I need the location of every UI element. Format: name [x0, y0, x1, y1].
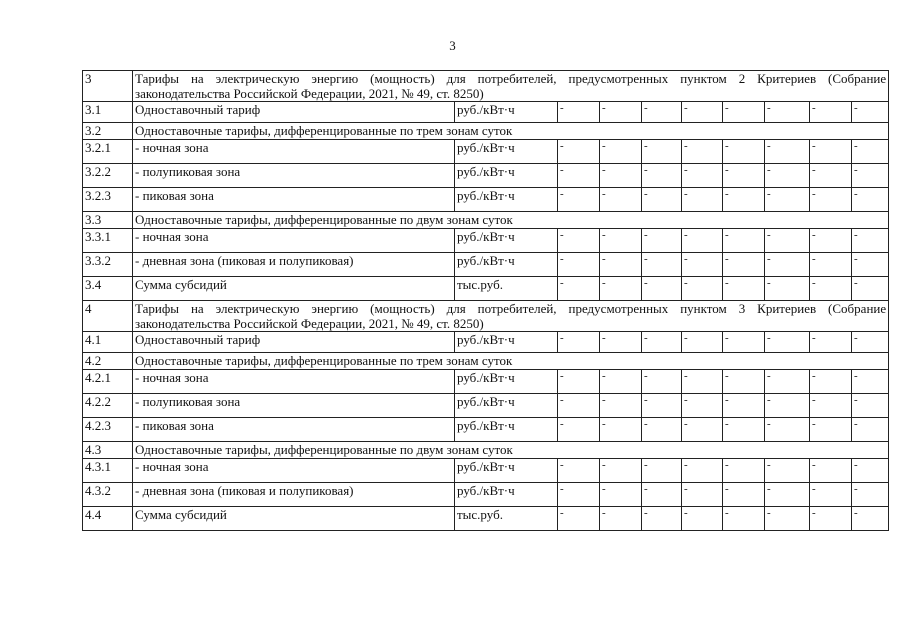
table-row [83, 483, 889, 507]
value-cell: - [600, 277, 642, 301]
value-cell: - [765, 483, 810, 507]
subsection-row [83, 442, 889, 459]
value-cell: - [810, 188, 852, 212]
indicator-name: - полупиковая зона [133, 394, 455, 418]
table-row [83, 188, 889, 212]
value-cell: - [600, 332, 642, 353]
value-cell: - [765, 102, 810, 123]
row-number: 4.2.1 [83, 370, 133, 394]
value-cell: - [723, 140, 765, 164]
table-row [83, 229, 889, 253]
value-cell: - [810, 253, 852, 277]
indicator-name: Сумма субсидий [133, 277, 455, 301]
row-number: 3 [83, 71, 133, 102]
value-cell: - [765, 332, 810, 353]
row-number: 3.2.2 [83, 164, 133, 188]
row-number: 3.4 [83, 277, 133, 301]
value-cell: - [723, 164, 765, 188]
indicator-name: - ночная зона [133, 140, 455, 164]
value-cell: - [723, 418, 765, 442]
table-row [83, 102, 889, 123]
value-cell: - [723, 459, 765, 483]
value-cell: - [852, 332, 889, 353]
value-cell: - [682, 253, 723, 277]
row-number: 3.3.1 [83, 229, 133, 253]
subsection-title: Одноставочные тарифы, дифференцированные по трем зонам суток [133, 353, 889, 370]
value-cell: - [600, 102, 642, 123]
row-number: 4.3 [83, 442, 133, 459]
value-cell: - [723, 332, 765, 353]
value-cell: - [558, 332, 600, 353]
value-cell: - [852, 277, 889, 301]
subsection-row [83, 123, 889, 140]
unit-cell: руб./кВт·ч [455, 188, 558, 212]
value-cell: - [682, 277, 723, 301]
value-cell: - [682, 332, 723, 353]
value-cell: - [810, 394, 852, 418]
value-cell: - [810, 229, 852, 253]
unit-cell: руб./кВт·ч [455, 332, 558, 353]
value-cell: - [723, 370, 765, 394]
value-cell: - [723, 253, 765, 277]
section-row [83, 301, 889, 332]
value-cell: - [642, 507, 682, 531]
unit-cell: руб./кВт·ч [455, 164, 558, 188]
value-cell: - [765, 459, 810, 483]
indicator-name: - дневная зона (пиковая и полупиковая) [133, 253, 455, 277]
value-cell: - [810, 164, 852, 188]
value-cell: - [810, 459, 852, 483]
indicator-name: Одноставочный тариф [133, 102, 455, 123]
row-number: 4.1 [83, 332, 133, 353]
unit-cell: руб./кВт·ч [455, 418, 558, 442]
unit-cell: руб./кВт·ч [455, 483, 558, 507]
value-cell: - [852, 140, 889, 164]
value-cell: - [600, 459, 642, 483]
value-cell: - [558, 164, 600, 188]
value-cell: - [765, 140, 810, 164]
value-cell: - [682, 102, 723, 123]
unit-cell: руб./кВт·ч [455, 370, 558, 394]
section-title: Тарифы на электрическую энергию (мощность) для потребителей, предусмотренных пунктом 2 Критериев (Собрание законодательства Российской Федерации, 2021, № 49, ст. 8250) [133, 71, 889, 102]
value-cell: - [600, 188, 642, 212]
table-row [83, 164, 889, 188]
value-cell: - [558, 370, 600, 394]
value-cell: - [765, 277, 810, 301]
value-cell: - [600, 483, 642, 507]
section-title: Тарифы на электрическую энергию (мощность) для потребителей, предусмотренных пунктом 3 Критериев (Собрание законодательства Российской Федерации, 2021, № 49, ст. 8250) [133, 301, 889, 332]
value-cell: - [765, 370, 810, 394]
unit-cell: руб./кВт·ч [455, 102, 558, 123]
row-number: 4.3.1 [83, 459, 133, 483]
value-cell: - [600, 164, 642, 188]
table-row [83, 253, 889, 277]
value-cell: - [558, 459, 600, 483]
value-cell: - [642, 102, 682, 123]
value-cell: - [558, 277, 600, 301]
row-number: 3.3 [83, 212, 133, 229]
value-cell: - [642, 332, 682, 353]
subsection-row [83, 353, 889, 370]
value-cell: - [558, 418, 600, 442]
value-cell: - [682, 483, 723, 507]
table-row [83, 277, 889, 301]
value-cell: - [852, 253, 889, 277]
value-cell: - [642, 370, 682, 394]
value-cell: - [852, 229, 889, 253]
value-cell: - [765, 253, 810, 277]
unit-cell: тыс.руб. [455, 277, 558, 301]
value-cell: - [723, 394, 765, 418]
row-number: 4.2.3 [83, 418, 133, 442]
subsection-title: Одноставочные тарифы, дифференцированные по двум зонам суток [133, 442, 889, 459]
value-cell: - [558, 483, 600, 507]
value-cell: - [642, 164, 682, 188]
row-number: 3.2.1 [83, 140, 133, 164]
value-cell: - [765, 229, 810, 253]
unit-cell: руб./кВт·ч [455, 394, 558, 418]
value-cell: - [810, 507, 852, 531]
value-cell: - [558, 253, 600, 277]
value-cell: - [682, 140, 723, 164]
value-cell: - [723, 188, 765, 212]
value-cell: - [600, 253, 642, 277]
row-number: 4.3.2 [83, 483, 133, 507]
value-cell: - [723, 102, 765, 123]
value-cell: - [600, 507, 642, 531]
value-cell: - [600, 140, 642, 164]
value-cell: - [558, 394, 600, 418]
unit-cell: руб./кВт·ч [455, 253, 558, 277]
value-cell: - [723, 277, 765, 301]
tariff-table [82, 70, 889, 531]
value-cell: - [765, 394, 810, 418]
subsection-title: Одноставочные тарифы, дифференцированные по трем зонам суток [133, 123, 889, 140]
value-cell: - [723, 483, 765, 507]
unit-cell: руб./кВт·ч [455, 229, 558, 253]
indicator-name: - пиковая зона [133, 188, 455, 212]
indicator-name: - пиковая зона [133, 418, 455, 442]
value-cell: - [810, 277, 852, 301]
value-cell: - [852, 370, 889, 394]
value-cell: - [765, 507, 810, 531]
value-cell: - [852, 394, 889, 418]
value-cell: - [810, 102, 852, 123]
value-cell: - [852, 418, 889, 442]
row-number: 3.3.2 [83, 253, 133, 277]
row-number: 3.2.3 [83, 188, 133, 212]
value-cell: - [852, 102, 889, 123]
unit-cell: руб./кВт·ч [455, 459, 558, 483]
value-cell: - [642, 418, 682, 442]
value-cell: - [600, 370, 642, 394]
value-cell: - [810, 418, 852, 442]
value-cell: - [852, 164, 889, 188]
table-row [83, 418, 889, 442]
section-row [83, 71, 889, 102]
indicator-name: - ночная зона [133, 459, 455, 483]
value-cell: - [810, 370, 852, 394]
indicator-name: - полупиковая зона [133, 164, 455, 188]
value-cell: - [558, 507, 600, 531]
row-number: 4.2 [83, 353, 133, 370]
table-row [83, 140, 889, 164]
table-body [83, 71, 889, 531]
value-cell: - [642, 483, 682, 507]
subsection-title: Одноставочные тарифы, дифференцированные по двум зонам суток [133, 212, 889, 229]
unit-cell: руб./кВт·ч [455, 140, 558, 164]
value-cell: - [810, 332, 852, 353]
indicator-name: - дневная зона (пиковая и полупиковая) [133, 483, 455, 507]
value-cell: - [642, 394, 682, 418]
value-cell: - [810, 483, 852, 507]
subsection-row [83, 212, 889, 229]
value-cell: - [558, 188, 600, 212]
indicator-name: Одноставочный тариф [133, 332, 455, 353]
value-cell: - [558, 140, 600, 164]
value-cell: - [558, 229, 600, 253]
value-cell: - [600, 394, 642, 418]
value-cell: - [600, 418, 642, 442]
value-cell: - [642, 140, 682, 164]
value-cell: - [852, 483, 889, 507]
row-number: 4 [83, 301, 133, 332]
value-cell: - [600, 229, 642, 253]
value-cell: - [765, 418, 810, 442]
value-cell: - [682, 394, 723, 418]
row-number: 3.2 [83, 123, 133, 140]
value-cell: - [682, 507, 723, 531]
value-cell: - [765, 188, 810, 212]
value-cell: - [810, 140, 852, 164]
table-row [83, 459, 889, 483]
value-cell: - [642, 277, 682, 301]
value-cell: - [682, 229, 723, 253]
value-cell: - [642, 229, 682, 253]
table-row [83, 507, 889, 531]
value-cell: - [723, 507, 765, 531]
table-row [83, 332, 889, 353]
row-number: 4.4 [83, 507, 133, 531]
value-cell: - [642, 253, 682, 277]
indicator-name: - ночная зона [133, 370, 455, 394]
value-cell: - [852, 188, 889, 212]
indicator-name: - ночная зона [133, 229, 455, 253]
value-cell: - [682, 188, 723, 212]
value-cell: - [682, 370, 723, 394]
unit-cell: тыс.руб. [455, 507, 558, 531]
value-cell: - [642, 459, 682, 483]
value-cell: - [682, 418, 723, 442]
value-cell: - [765, 164, 810, 188]
value-cell: - [852, 507, 889, 531]
value-cell: - [852, 459, 889, 483]
page-number: 3 [449, 38, 456, 53]
indicator-name: Сумма субсидий [133, 507, 455, 531]
value-cell: - [642, 188, 682, 212]
row-number: 3.1 [83, 102, 133, 123]
value-cell: - [682, 164, 723, 188]
value-cell: - [723, 229, 765, 253]
table-row [83, 394, 889, 418]
table-row [83, 370, 889, 394]
value-cell: - [558, 102, 600, 123]
value-cell: - [682, 459, 723, 483]
row-number: 4.2.2 [83, 394, 133, 418]
